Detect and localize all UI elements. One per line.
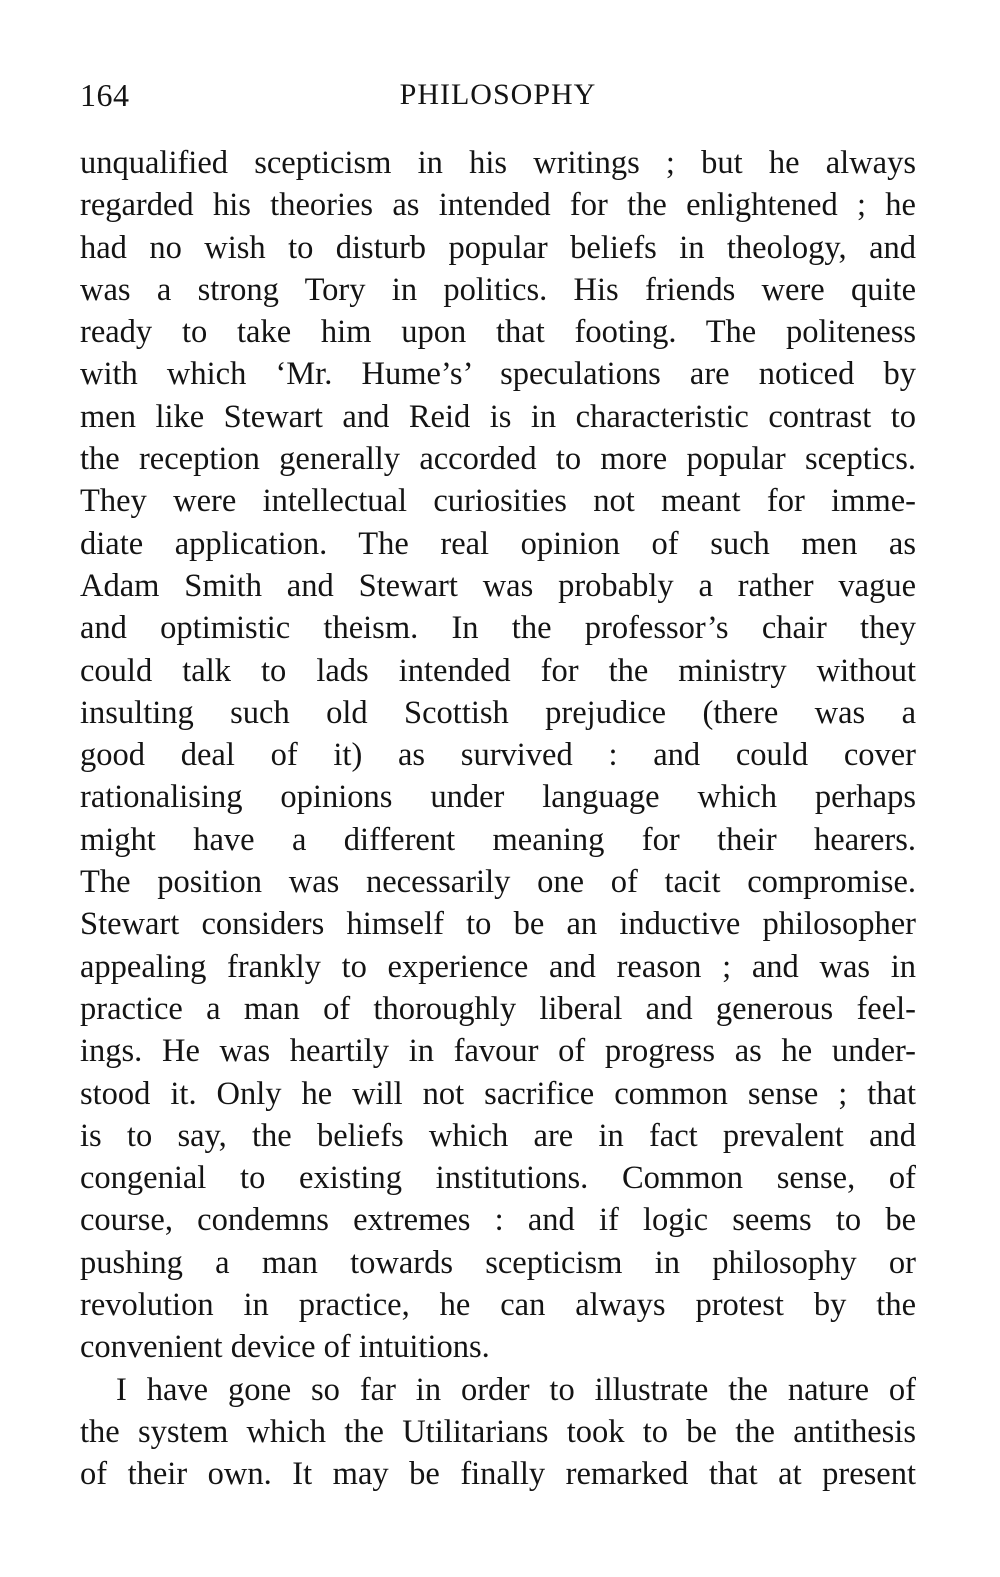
text-line: insulting such old Scottish prejudice (there was a: [80, 694, 916, 731]
text-line: stood it. Only he will not sacrifice common sense ; that: [80, 1075, 916, 1112]
text-line: the reception generally accorded to more popular sceptics.: [80, 441, 916, 478]
text-line: could talk to lads intended for the ministry without: [80, 652, 916, 689]
text-line: had no wish to disturb popular beliefs in theology, and: [80, 229, 916, 266]
paragraph: [80, 1369, 916, 1496]
text-line: ready to take him upon that footing. The politeness: [80, 314, 916, 351]
text-line: Adam Smith and Stewart was probably a rather vague: [80, 567, 916, 604]
text-line: appealing frankly to experience and reason ; and was in: [80, 948, 916, 985]
text-line: revolution in practice, he can always protest by the: [80, 1287, 916, 1324]
text-line: They were intellectual curiosities not meant for imme-: [80, 483, 916, 520]
text-line: with which ‘Mr. Hume’s’ speculations are noticed by: [80, 356, 916, 393]
text-line: might have a different meaning for their hearers.: [80, 821, 916, 858]
text-line: Stewart considers himself to be an inductive philosopher: [80, 906, 916, 943]
paragraph: [80, 142, 916, 1369]
text-line: pushing a man towards scepticism in philosophy or: [80, 1244, 916, 1281]
body-text: [80, 142, 916, 1496]
text-line: and optimistic theism. In the professor’s chair they: [80, 610, 916, 647]
text-line: was a strong Tory in politics. His friends were quite: [80, 271, 916, 308]
text-line: is to say, the beliefs which are in fact prevalent and: [80, 1117, 916, 1154]
text-line: the system which the Utilitarians took to be the antithesis: [80, 1413, 916, 1450]
text-line: good deal of it) as survived : and could cover: [80, 737, 916, 774]
text-line: of their own. It may be finally remarked that at present: [80, 1456, 916, 1493]
text-line: regarded his theories as intended for the enlightened ; he: [80, 187, 916, 224]
running-head: PHILOSOPHY: [399, 78, 597, 111]
page-number: 164: [80, 77, 130, 113]
text-line: practice a man of thoroughly liberal and generous feel-: [80, 990, 916, 1027]
text-line: rationalising opinions under language which perhaps: [80, 779, 916, 816]
page-header: [80, 72, 916, 118]
text-line: congenial to existing institutions. Common sense, of: [80, 1160, 916, 1197]
text-line: I have gone so far in order to illustrate the nature of: [116, 1371, 916, 1408]
text-line: unqualified scepticism in his writings ; but he always: [80, 145, 916, 181]
text-line: The position was necessarily one of tacit compromise.: [80, 864, 916, 901]
text-line: men like Stewart and Reid is in characteristic contrast to: [80, 398, 916, 435]
text-line: ings. He was heartily in favour of progress as he under-: [80, 1033, 916, 1070]
text-line: course, condemns extremes : and if logic seems to be: [80, 1202, 916, 1239]
text-line: diate application. The real opinion of such men as: [80, 525, 916, 562]
text-line: convenient device of intuitions.: [80, 1329, 490, 1366]
